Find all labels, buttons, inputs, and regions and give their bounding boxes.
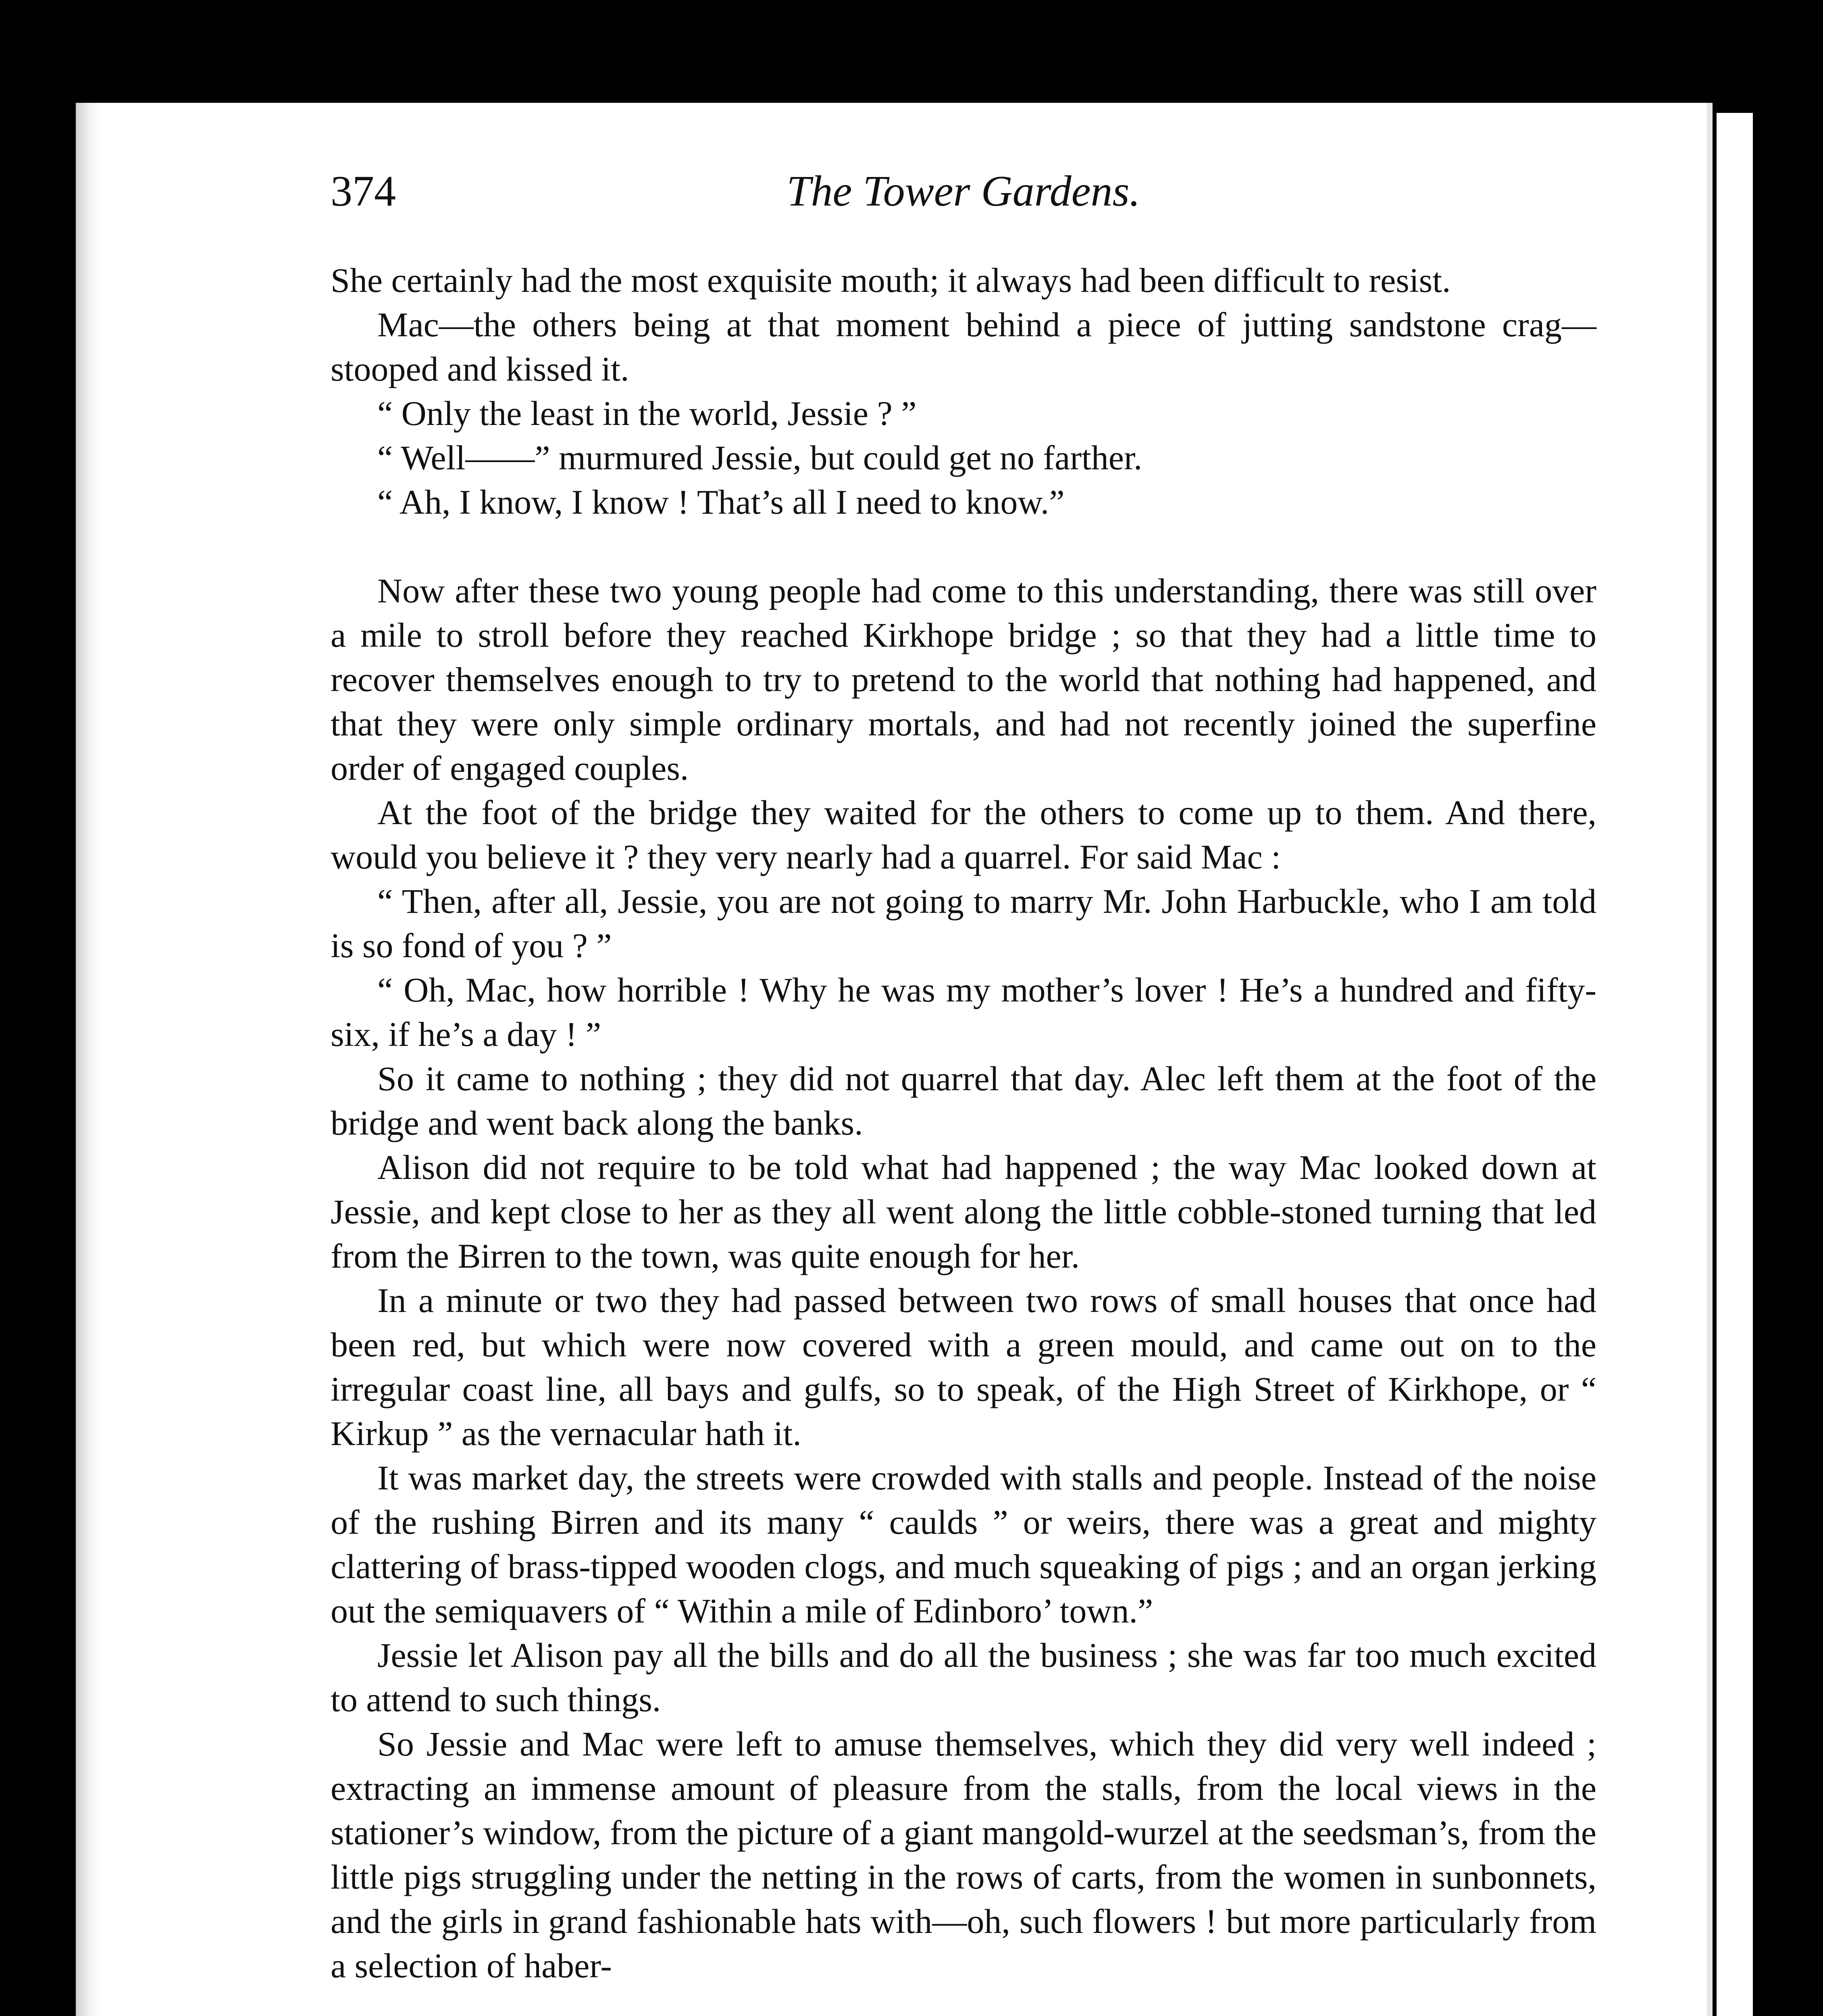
paragraph: So it came to nothing ; they did not quarrel that day. Alec left them at the foot of the bridge and went back along the banks. (331, 1059, 1596, 1142)
page-header (331, 165, 1596, 218)
paragraph: Mac—the others being at that moment behind a piece of jutting sandstone crag—stooped and kissed it. (331, 305, 1596, 388)
paragraph: “ Oh, Mac, how horrible ! Why he was my mother’s lover ! He’s a hundred and fifty-six, if he’s a day ! ” (331, 971, 1596, 1054)
paragraph: “ Well——” murmured Jessie, but could get no farther. (377, 438, 1142, 477)
paragraph: “ Then, after all, Jessie, you are not going to marry Mr. John Harbuckle, who I am told is so fond of you ? ” (331, 882, 1596, 965)
paragraph: “ Only the least in the world, Jessie ? ” (377, 394, 917, 433)
section-break (331, 524, 1596, 569)
running-head: The Tower Gardens. (787, 167, 1140, 215)
paragraph: Now after these two young people had come to this understanding, there was still over a mile to stroll before they reached Kirkhope bridge ; so that they had a little time to recover themselves enough to try to pretend to the world that nothing had happened, and that they were only simple ordinary mortals, and had not recently joined the superfine order of engaged couples. (331, 571, 1596, 787)
paragraph: Alison did not require to be told what had happened ; the way Mac looked down at Jessie, and kept close to her as they all went along the little cobble-stoned turning that led from the Birren to the town, was quite enough for her. (331, 1148, 1596, 1275)
paragraph: In a minute or two they had passed between two rows of small houses that once had been red, but which were now covered with a green mould, and came out on to the irregular coast line, all bays and gulfs, so to speak, of the High Street of Kirkhope, or “ Kirkup ” as the vernacular hath it. (331, 1281, 1596, 1453)
page-edge (1707, 103, 1713, 2016)
body-text (331, 258, 1596, 1988)
paragraph: Jessie let Alison pay all the bills and do all the business ; she was far too much excited to attend to such things. (331, 1636, 1596, 1719)
facing-page-edge (1717, 113, 1753, 2016)
binding-gutter (76, 103, 100, 2016)
paragraph: She certainly had the most exquisite mouth; it always had been difficult to resist. (331, 261, 1451, 300)
paragraph: So Jessie and Mac were left to amuse themselves, which they did very well indeed ; extracting an immense amount of pleasure from the stalls, from the local views in the stationer’s window, from the picture of a giant mangold-wurzel at the seedsman’s, from the little pigs struggling under the netting in the rows of carts, from the women in sunbonnets, and the girls in grand fashionable hats with—oh, such flowers ! but more particularly from a selection of haber- (331, 1724, 1596, 1985)
paragraph: “ Ah, I know, I know ! That’s all I need to know.” (377, 483, 1065, 521)
page-number: 374 (331, 167, 396, 215)
paragraph: It was market day, the streets were crowded with stalls and people. Instead of the noise of the rushing Birren and its many “ caulds ” or weirs, there was a great and mighty clattering of brass-tipped wooden clogs, and much squeaking of pigs ; and an organ jerking out the semiquavers of “ Within a mile of Edinboro’ town.” (331, 1458, 1596, 1630)
paragraph: At the foot of the bridge they waited for the others to come up to them. And there, would you believe it ? they very nearly had a quarrel. For said Mac : (331, 793, 1596, 876)
